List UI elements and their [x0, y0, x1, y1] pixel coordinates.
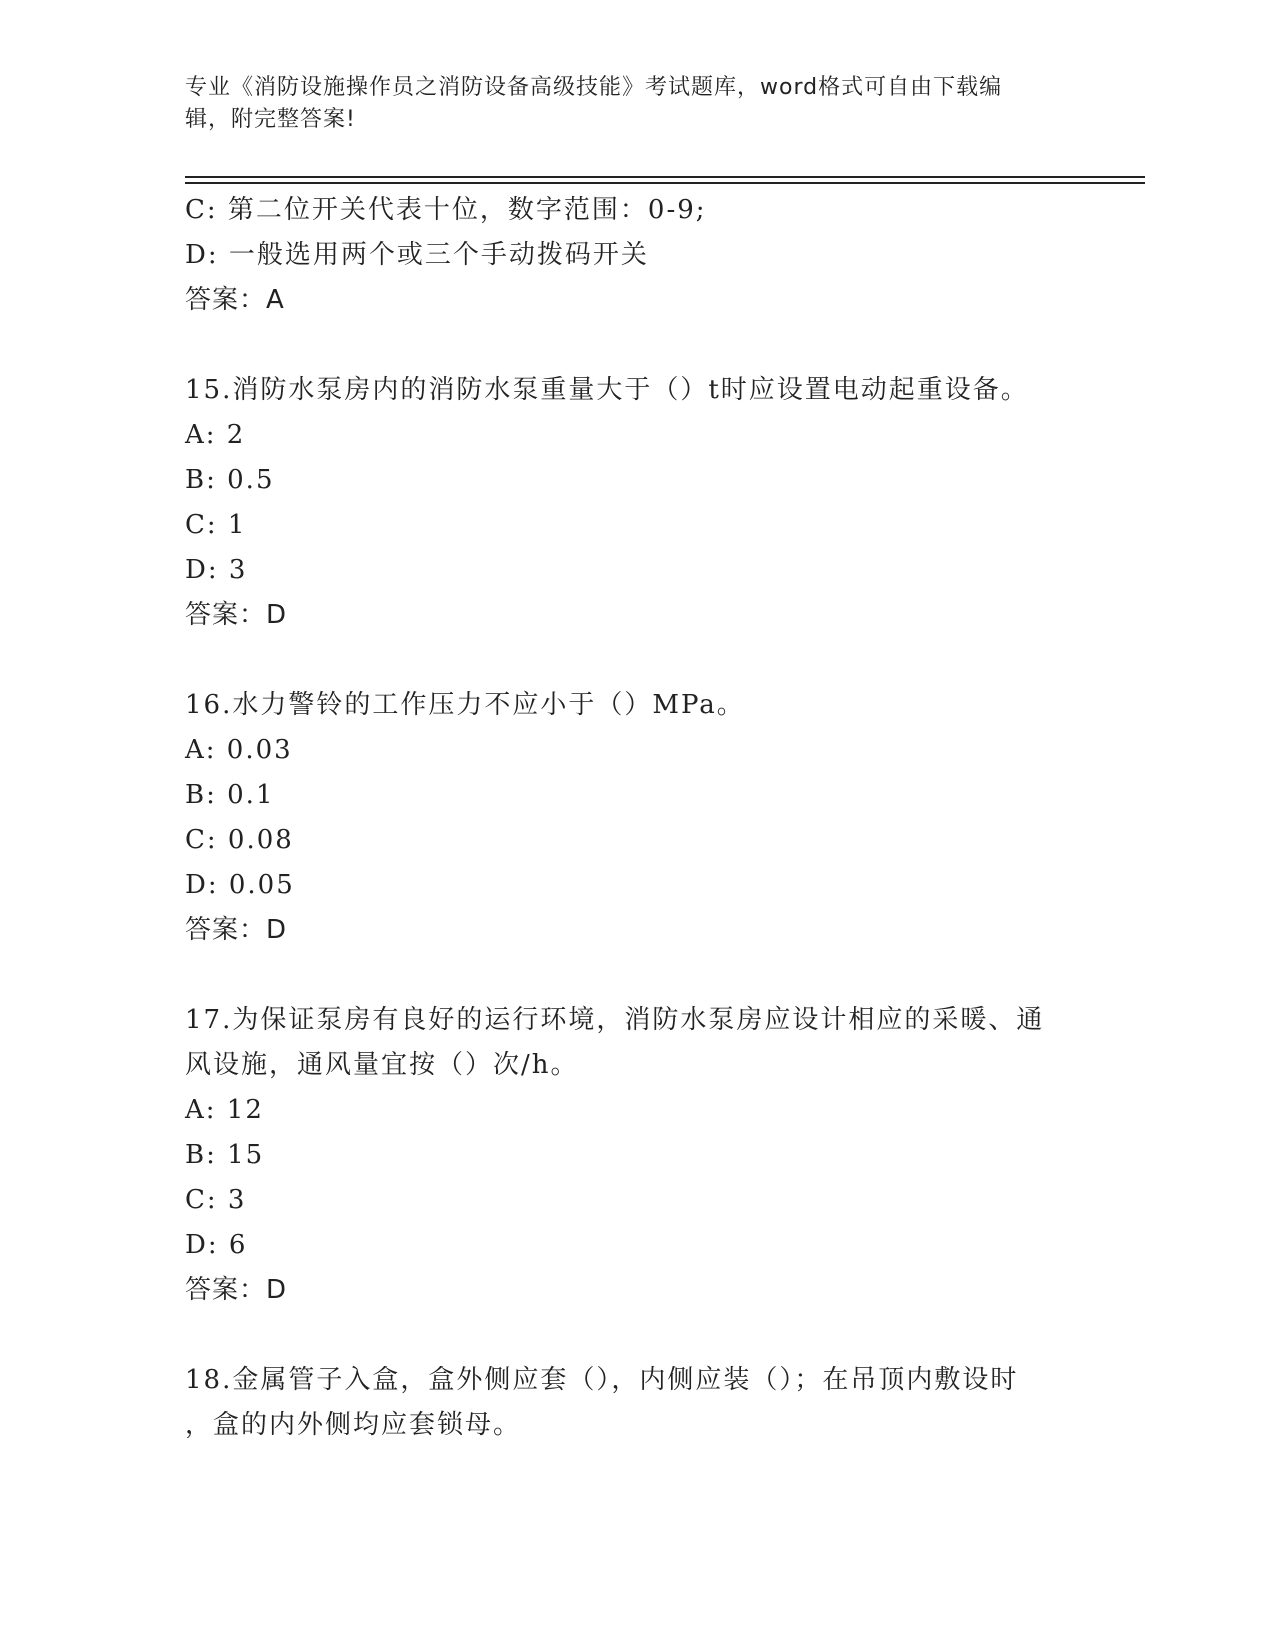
- option-line: D: 6: [185, 1230, 248, 1260]
- option-line: C: 3: [185, 1185, 247, 1215]
- question-17: [185, 998, 1085, 1313]
- question-text: 15.消防水泵房内的消防水泵重量大于（）t时应设置电动起重设备。: [185, 375, 1029, 405]
- question-text: [185, 998, 1085, 1088]
- answer-line: 答案：D: [185, 1275, 288, 1305]
- answer-line: 答案：A: [185, 285, 285, 315]
- option-line: D: 3: [185, 555, 248, 585]
- option-line: D: 0.05: [185, 870, 295, 900]
- answer-line: 答案：D: [185, 915, 288, 945]
- prev-question-block: [185, 188, 1085, 323]
- option-line: C: 0.08: [185, 825, 294, 855]
- option-line: A: 2: [185, 420, 246, 450]
- header-line-2: 辑，附完整答案!: [185, 107, 356, 132]
- question-text: [185, 1358, 1085, 1448]
- question-text: 16.水力警铃的工作压力不应小于（）MPa。: [185, 690, 745, 720]
- header-line-1: 专业《消防设施操作员之消防设备高级技能》考试题库，word格式可自由下载编: [185, 75, 1003, 100]
- option-line: C: 第二位开关代表十位，数字范围：0-9;: [185, 195, 707, 225]
- option-line: B: 15: [185, 1140, 265, 1170]
- option-line: D: 一般选用两个或三个手动拨码开关: [185, 240, 649, 270]
- question-18: [185, 1358, 1085, 1448]
- header-rule-bottom: [185, 182, 1145, 184]
- question-15: [185, 368, 1085, 638]
- option-line: B: 0.5: [185, 465, 275, 495]
- question-text-line-1: 18.金属管子入盒，盒外侧应套（），内侧应装（）；在吊顶内敷设时: [185, 1365, 1019, 1395]
- document-body: [185, 188, 1085, 1448]
- option-line: B: 0.1: [185, 780, 275, 810]
- option-line: A: 12: [185, 1095, 264, 1125]
- question-16: [185, 683, 1085, 953]
- question-text-line-1: 17.为保证泵房有良好的运行环境，消防水泵房应设计相应的采暖、通: [185, 1005, 1045, 1035]
- option-line: C: 1: [185, 510, 247, 540]
- answer-line: 答案：D: [185, 600, 288, 630]
- document-header: [185, 72, 1085, 136]
- header-rule-top: [185, 176, 1145, 178]
- question-text-line-2: 风设施，通风量宜按（）次/h。: [185, 1050, 579, 1080]
- option-line: A: 0.03: [185, 735, 293, 765]
- question-text-line-2: ，盒的内外侧均应套锁母。: [185, 1410, 522, 1440]
